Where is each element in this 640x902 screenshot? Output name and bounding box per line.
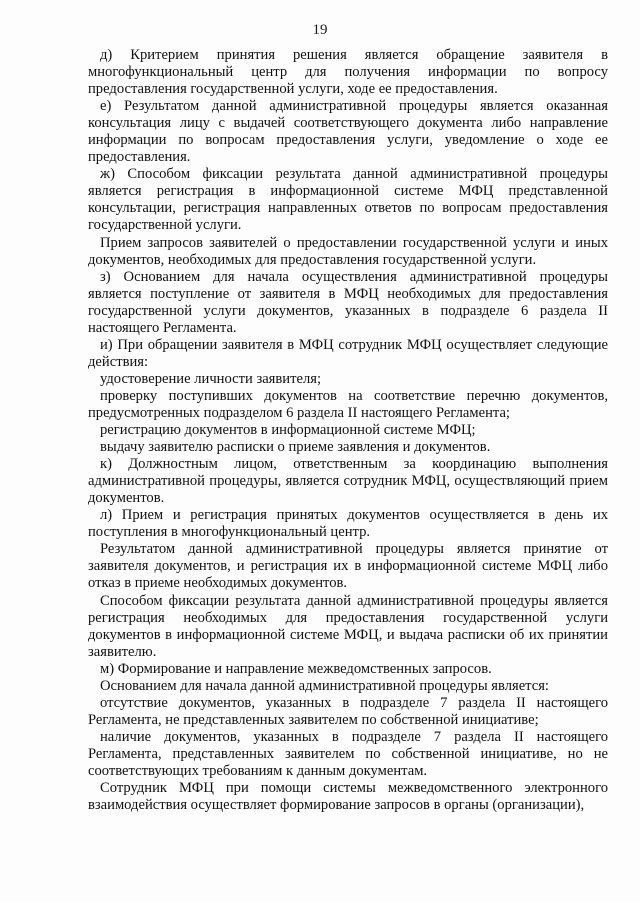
paragraph-zh-fixation: ж) Способом фиксации результата данной административной процедуры является регистрация в информационной системе МФЦ представленной консультации, регистрация направленных ответов по вопросам предоставления государственной услуги. <box>88 166 608 234</box>
paragraph-l-reception: л) Прием и регистрация принятых документов осуществляется в день их поступления в многофункциональный центр. <box>88 507 608 541</box>
paragraph-documents-presence: наличие документов, указанных в подразделе 7 раздела II настоящего Регламента, представленных заявителем по собственной инициативе, но не соответствующих требованиям к данным документам. <box>88 728 608 779</box>
paragraph-d-criterion: д) Критерием принятия решения является обращение заявителя в многофункциональный центр для получения информации по вопросу предоставления государственной услуги, ходе ее предоставления. <box>88 47 608 98</box>
paragraph-identity-check: удостоверение личности заявителя; <box>100 370 322 387</box>
paragraph-e-result: е) Результатом данной административной процедуры является оказанная консультация лицу с выдачей соответствующего документа либо направление информации по вопросам предоставления услуги, уведомление о ходе ее предоставления. <box>88 98 608 166</box>
paragraph-documents-absence: отсутствие документов, указанных в подразделе 7 раздела II настоящего Регламента, не представленных заявителем по собственной инициативе; <box>88 694 608 728</box>
paragraph-result-fixation: Способом фиксации результата данной административной процедуры является регистрация необходимых для предоставления государственной услуги документов в информационной системе МФЦ, и выдача расписки об их принятии заявителю. <box>88 592 608 660</box>
paragraph-procedure-result: Результатом данной административной процедуры является принятие от заявителя документов, и регистрация их в информационной системе МФЦ либо отказ в приеме необходимых документов. <box>88 541 608 592</box>
paragraph-documents-registration: регистрацию документов в информационной системе МФЦ; <box>100 422 476 439</box>
paragraph-i-actions: и) При обращении заявителя в МФЦ сотрудник МФЦ осуществляет следующие действия: <box>88 336 608 370</box>
paragraph-receipt-issue: выдачу заявителю расписки о приеме заявления и документов. <box>100 439 491 456</box>
document-body <box>88 47 608 814</box>
paragraph-m-requests: м) Формирование и направление межведомственных запросов. <box>100 660 492 677</box>
paragraph-k-responsible: к) Должностным лицом, ответственным за координацию выполнения административной процедуры, является сотрудник МФЦ, осуществляющий прием документов. <box>88 456 608 507</box>
paragraph-reception-heading: Прием запросов заявителей о предоставлении государственной услуги и иных документов, необходимых для предоставления государственной услуги. <box>88 234 608 268</box>
paragraph-z-basis: з) Основанием для начала осуществления административной процедуры является поступление от заявителя в МФЦ необходимых для предоставления государственной услуги документов, указанных в подразделе 6 раздела II настоящего Регламента. <box>88 268 608 336</box>
paragraph-documents-check: проверку поступивших документов на соответствие перечню документов, предусмотренных подразделом 6 раздела II настоящего Регламента; <box>88 387 608 421</box>
paragraph-procedure-basis: Основанием для начала данной административной процедуры является: <box>100 677 549 694</box>
paragraph-mfc-employee: Сотрудник МФЦ при помощи системы межведомственного электронного взаимодействия осуществляет формирование запросов в органы (организации), <box>88 780 608 814</box>
page-number: 19 <box>312 22 328 38</box>
